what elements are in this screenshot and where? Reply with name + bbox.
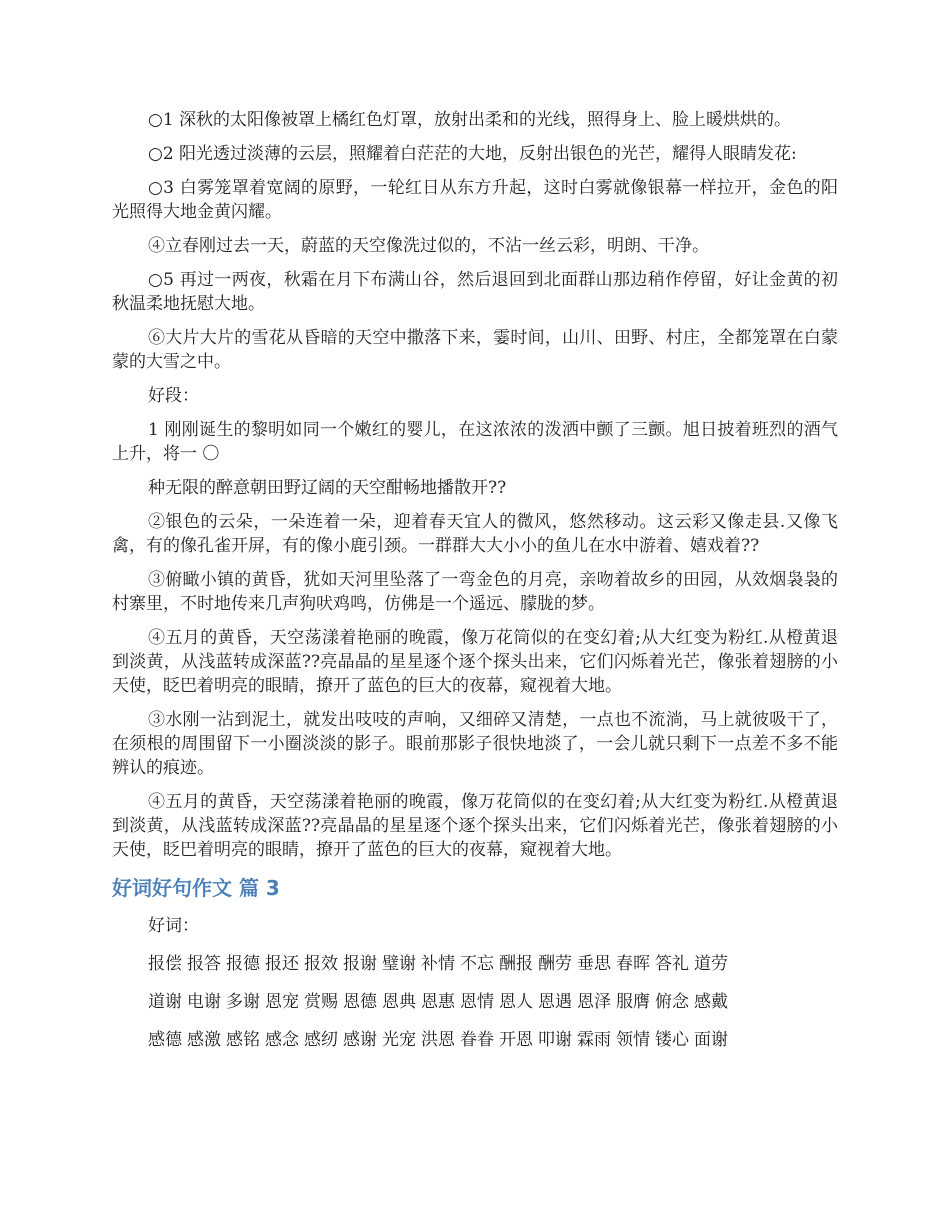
paragraph: ③水刚一沾到泥土，就发出吱吱的声响，又细碎又清楚，一点也不流淌，马上就彼吸干了，在须根的周围留下一小圈淡淡的影子。眼前那影子很快地淡了，一会儿就只剩下一点差不多不能辨认的痕迹。 <box>112 710 838 778</box>
word-list <box>112 952 838 1052</box>
word-item: 多谢 <box>226 992 260 1012</box>
paragraph: ④五月的黄昏，天空荡漾着艳丽的晚霞，像万花筒似的在变幻着;从大红变为粉红.从橙黄退到淡黄，从浅蓝转成深蓝??亮晶晶的星星逐个逐个探头出来，它们闪烁着光芒，像张着翅膀的小天使，眨巴着明亮的眼睛，撩开了蓝色的巨大的夜幕，窥视着大地。 <box>112 792 838 860</box>
document-page <box>112 108 838 1066</box>
word-item: 开恩 <box>499 1030 533 1050</box>
section-heading: 好词好句作文 篇 3 <box>112 876 280 900</box>
paragraph: ○3 白雾笼罩着宽阔的原野，一轮红日从东方升起，这时白雾就像银幕一样拉开，金色的阳光照得大地金黄闪耀。 <box>112 178 838 222</box>
word-item: 感德 <box>148 1030 182 1050</box>
word-item: 道劳 <box>694 954 728 974</box>
word-item: 恩情 <box>460 992 494 1012</box>
word-item: 酬报 <box>499 954 533 974</box>
word-item: 面谢 <box>694 1030 728 1050</box>
word-item: 报偿 <box>148 954 182 974</box>
word-item: 电谢 <box>187 992 221 1012</box>
paragraph: ④立春刚过去一天，蔚蓝的天空像洗过似的，不沾一丝云彩，明朗、干净。 <box>148 236 709 256</box>
word-item: 俯念 <box>655 992 689 1012</box>
word-item: 答礼 <box>655 954 689 974</box>
paragraph-list <box>112 108 838 862</box>
word-item: 服膺 <box>616 992 650 1012</box>
word-item: 恩泽 <box>577 992 611 1012</box>
word-item: 不忘 <box>460 954 494 974</box>
word-item: 璧谢 <box>382 954 416 974</box>
paragraph: ④五月的黄昏，天空荡漾着艳丽的晚霞，像万花筒似的在变幻着;从大红变为粉红.从橙黄退到淡黄，从浅蓝转成深蓝??亮晶晶的星星逐个逐个探头出来，它们闪烁着光芒，像张着翅膀的小天使，眨巴着明亮的眼睛，撩开了蓝色的巨大的夜幕，窥视着大地。 <box>112 628 838 696</box>
words-label: 好词： <box>148 916 199 936</box>
paragraph: ○1 深秋的太阳像被罩上橘红色灯罩，放射出柔和的光线，照得身上、脸上暖烘烘的。 <box>148 110 792 130</box>
word-item: 赏赐 <box>304 992 338 1012</box>
word-item: 恩典 <box>382 992 416 1012</box>
word-item: 感谢 <box>343 1030 377 1050</box>
word-item: 恩惠 <box>421 992 455 1012</box>
word-item: 报德 <box>226 954 260 974</box>
word-item: 报还 <box>265 954 299 974</box>
word-item: 恩德 <box>343 992 377 1012</box>
word-item: 道谢 <box>148 992 182 1012</box>
word-line <box>112 1028 838 1052</box>
word-item: 眷眷 <box>460 1030 494 1050</box>
word-item: 镂心 <box>655 1030 689 1050</box>
word-item: 感激 <box>187 1030 221 1050</box>
paragraph: ③俯瞰小镇的黄昏，犹如天河里坠落了一弯金色的月亮，亲吻着故乡的田园，从效烟袅袅的村寨里，不时地传来几声狗吠鸡鸣，仿佛是一个遥远、朦胧的梦。 <box>112 570 838 614</box>
word-item: 春晖 <box>616 954 650 974</box>
word-item: 洪恩 <box>421 1030 455 1050</box>
paragraph: 种无限的醉意朝田野辽阔的天空酣畅地播散开?? <box>148 478 507 498</box>
word-item: 报答 <box>187 954 221 974</box>
word-item: 恩宠 <box>265 992 299 1012</box>
word-item: 垂思 <box>577 954 611 974</box>
word-item: 感念 <box>265 1030 299 1050</box>
paragraph: ⑥大片大片的雪花从昏暗的天空中撒落下来，霎时间，山川、田野、村庄，全都笼罩在白蒙蒙的大雪之中。 <box>112 328 838 372</box>
paragraph: ○2 阳光透过淡薄的云层，照耀着白茫茫的大地，反射出银色的光芒，耀得人眼睛发花: <box>148 144 797 164</box>
word-line <box>112 990 838 1014</box>
word-item: 感纫 <box>304 1030 338 1050</box>
paragraph: 1 刚刚诞生的黎明如同一个嫩红的婴儿，在这浓浓的泼洒中颤了三颤。旭日披着班烈的酒气上升，将一 〇 <box>112 420 838 464</box>
word-line <box>112 952 838 976</box>
paragraph: 好段： <box>148 386 199 406</box>
word-item: 恩遇 <box>538 992 572 1012</box>
word-item: 恩人 <box>499 992 533 1012</box>
word-item: 报谢 <box>343 954 377 974</box>
word-item: 霖雨 <box>577 1030 611 1050</box>
word-item: 感铭 <box>226 1030 260 1050</box>
word-item: 领情 <box>616 1030 650 1050</box>
paragraph: ②银色的云朵，一朵连着一朵，迎着春天宜人的微风，悠然移动。这云彩又像走县.又像飞禽，有的像孔雀开屏，有的像小鹿引颈。一群群大大小小的鱼儿在水中游着、嬉戏着?? <box>112 512 838 556</box>
word-item: 感戴 <box>694 992 728 1012</box>
word-item: 叩谢 <box>538 1030 572 1050</box>
word-item: 补情 <box>421 954 455 974</box>
word-item: 酬劳 <box>538 954 572 974</box>
word-item: 光宠 <box>382 1030 416 1050</box>
word-item: 报效 <box>304 954 338 974</box>
paragraph: ○5 再过一两夜，秋霜在月下布满山谷，然后退回到北面群山那边稍作停留，好让金黄的初秋温柔地抚慰大地。 <box>112 270 838 314</box>
